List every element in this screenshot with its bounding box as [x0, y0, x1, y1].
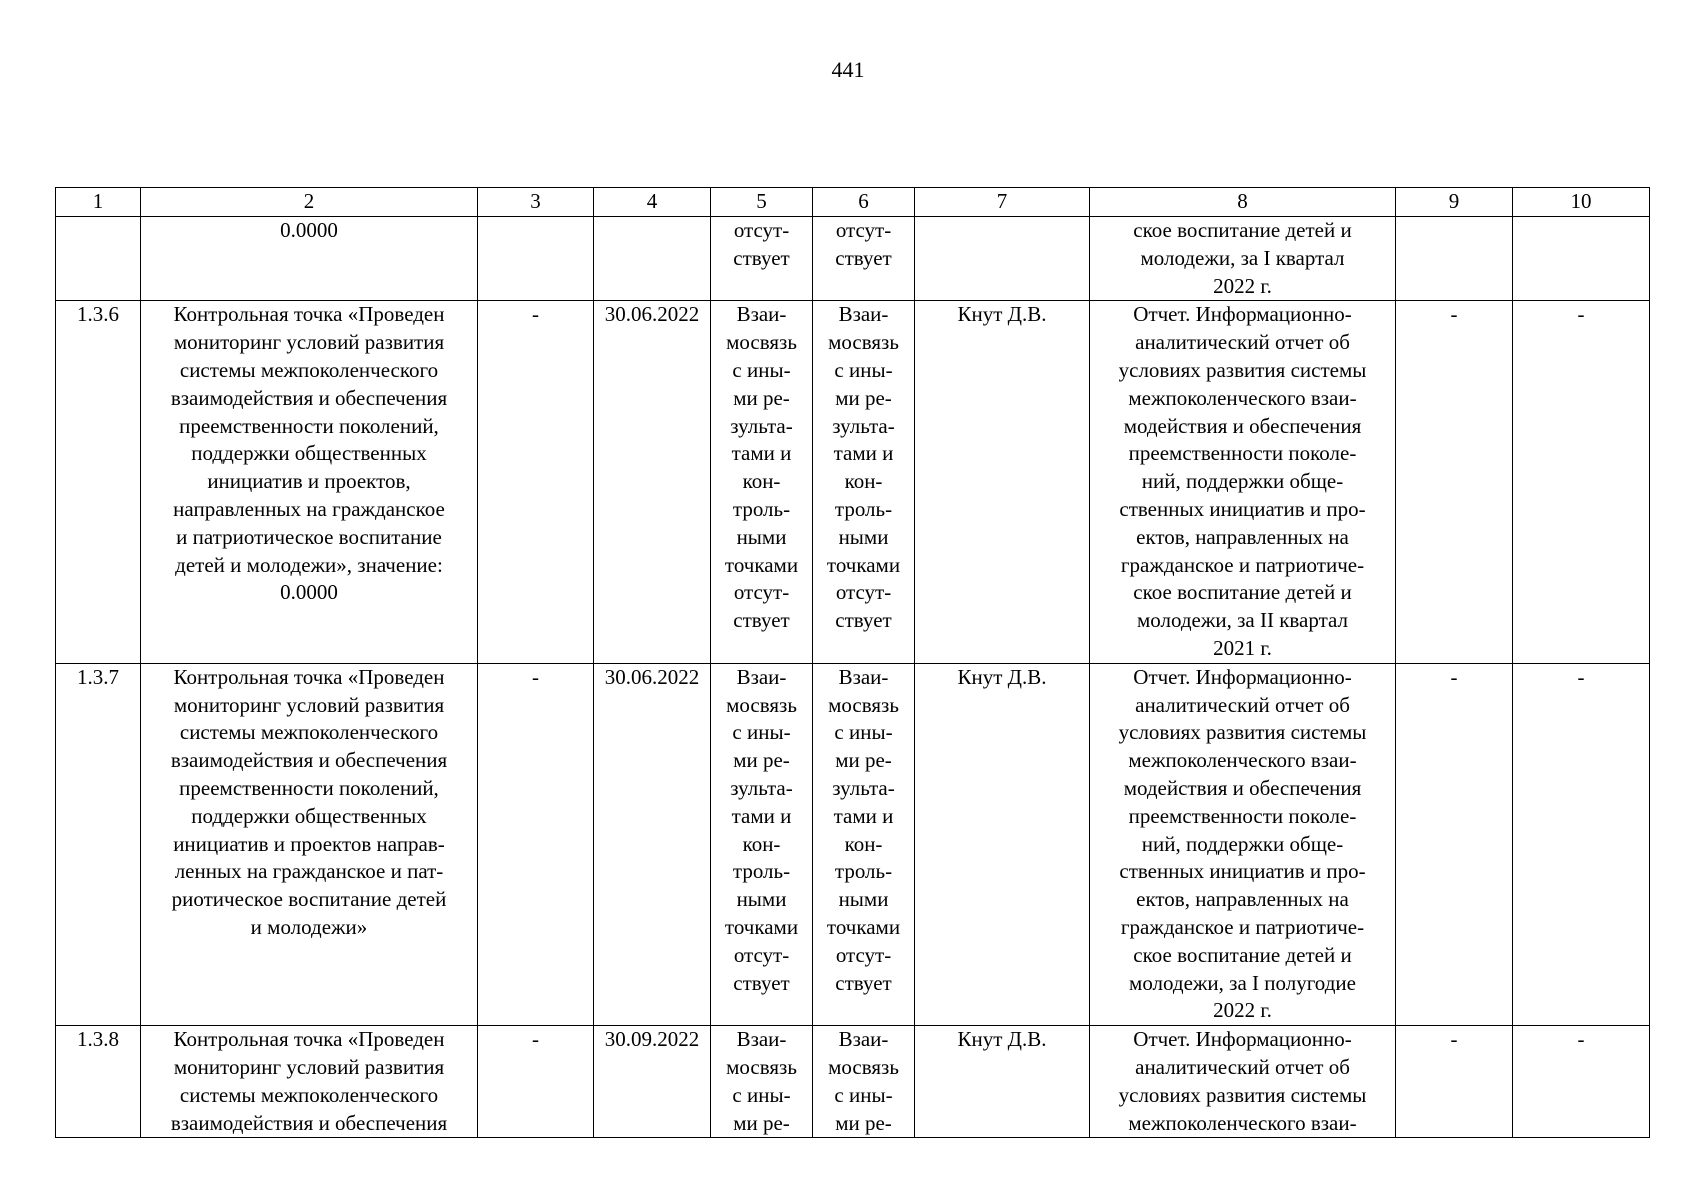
cell-text-line: отсут- — [835, 580, 892, 605]
cell-text-line: троль- — [732, 496, 791, 521]
cell-text-line: риотическое воспитание детей — [171, 887, 447, 912]
column-header: 3 — [478, 188, 594, 217]
cell-text-line: преемственности поколений, — [179, 413, 439, 438]
cell-text-line: системы межпоколенческого — [179, 720, 439, 745]
cell-text-line: троль- — [834, 859, 893, 884]
cell-text-line: и патриотическое воспитание — [176, 524, 442, 549]
cell-text-line: молодежи, за I полугодие — [1129, 970, 1356, 995]
cell-text-line: зульта- — [832, 775, 895, 800]
cell-text-line: точками — [724, 914, 799, 939]
responsible-cell — [915, 217, 1090, 301]
cell-text-line: ствует — [733, 245, 790, 270]
column-3-cell: - — [478, 301, 594, 663]
cell-text-line: молодежи, за I квартал — [1140, 245, 1345, 270]
cell-text-line: Взаи- — [838, 1027, 889, 1052]
cell-text-line: Взаи- — [736, 664, 787, 689]
cell-text-line: 0.0000 — [280, 580, 338, 605]
cell-text-line: аналитический отчет об — [1135, 1054, 1350, 1079]
column-header: 10 — [1513, 188, 1650, 217]
cell-text-line: ственных инициатив и про- — [1119, 496, 1366, 521]
cell-text-line: с ины- — [834, 1082, 893, 1107]
cell-text-line: ленных на гражданское и пат- — [174, 859, 444, 884]
row-number-cell: 1.3.7 — [56, 663, 141, 1025]
cell-text-line: Контрольная точка «Проведен — [173, 1027, 445, 1052]
cell-text-line: с ины- — [732, 357, 791, 382]
column-header: 8 — [1090, 188, 1396, 217]
date-cell — [594, 217, 711, 301]
cell-text-line: условиях развития системы — [1118, 720, 1367, 745]
cell-text-line: тами и — [731, 441, 792, 466]
cell-text-line: модействия и обеспечения — [1123, 413, 1362, 438]
column-header: 9 — [1396, 188, 1513, 217]
cell-text-line: системы межпоколенческого — [179, 357, 439, 382]
page-number: 441 — [831, 57, 865, 82]
cell-text-line: 2022 г. — [1213, 998, 1272, 1023]
cell-text-line: мониторинг условий развития — [173, 1054, 445, 1079]
relation-cell — [813, 301, 915, 663]
cell-text-line: Отчет. Информационно- — [1133, 664, 1352, 689]
relation-cell — [711, 1026, 813, 1138]
cell-text-line: 2022 г. — [1213, 273, 1272, 298]
cell-text-line: взаимодействия и обеспечения — [170, 1110, 448, 1135]
column-3-cell: - — [478, 1026, 594, 1138]
cell-text-line: ствует — [733, 970, 790, 995]
date-cell: 30.06.2022 — [594, 301, 711, 663]
column-header: 6 — [813, 188, 915, 217]
cell-text-line: гражданское и патриотиче- — [1120, 552, 1365, 577]
cell-text-line: отсут- — [733, 942, 790, 967]
responsible-cell: Кнут Д.В. — [915, 1026, 1090, 1138]
cell-text-line: преемственности поколе- — [1128, 441, 1357, 466]
cell-text-line: условиях развития системы — [1118, 357, 1367, 382]
cell-text-line: с ины- — [732, 720, 791, 745]
cell-text-line: ний, поддержки обще- — [1141, 831, 1344, 856]
cell-text-line: Взаи- — [838, 664, 889, 689]
table-row — [56, 663, 1650, 1025]
cell-text-line: мосвязь — [726, 692, 797, 717]
cell-text-line: взаимодействия и обеспечения — [170, 385, 448, 410]
date-cell: 30.06.2022 — [594, 663, 711, 1025]
column-header: 5 — [711, 188, 813, 217]
column-header: 1 — [56, 188, 141, 217]
cell-text-line: ское воспитание детей и — [1133, 942, 1352, 967]
report-cell — [1090, 217, 1396, 301]
cell-text-line: взаимодействия и обеспечения — [170, 748, 448, 773]
cell-text-line: и молодежи» — [250, 914, 368, 939]
relation-cell — [711, 301, 813, 663]
cell-text-line: кон- — [844, 469, 883, 494]
cell-text-line: ское воспитание детей и — [1133, 580, 1352, 605]
report-cell — [1090, 301, 1396, 663]
table-row — [56, 301, 1650, 663]
document-table — [55, 187, 1650, 1138]
cell-text-line: ми ре- — [733, 748, 790, 773]
cell-text-line: Взаи- — [736, 1027, 787, 1052]
row-number-cell: 1.3.6 — [56, 301, 141, 663]
cell-text-line: зульта- — [730, 775, 793, 800]
cell-text-line: направленных на гражданское — [173, 496, 445, 521]
cell-text-line: ными — [838, 887, 889, 912]
column-header: 4 — [594, 188, 711, 217]
cell-text-line: кон- — [742, 831, 781, 856]
relation-cell — [813, 663, 915, 1025]
cell-text-line: гражданское и патриотиче- — [1120, 914, 1365, 939]
cell-text-line: ми ре- — [835, 385, 892, 410]
cell-text-line: системы межпоколенческого — [179, 1082, 439, 1107]
cell-text-line: с ины- — [732, 1082, 791, 1107]
cell-text-line: Взаи- — [736, 302, 787, 327]
column-3-cell — [478, 217, 594, 301]
cell-text-line: тами и — [731, 803, 792, 828]
cell-text-line: Отчет. Информационно- — [1133, 1027, 1352, 1052]
cell-text-line: молодежи, за II квартал — [1136, 608, 1349, 633]
cell-text-line: ми ре- — [835, 1110, 892, 1135]
cell-text-line: ствует — [835, 970, 892, 995]
cell-text-line: мониторинг условий развития — [173, 330, 445, 355]
cell-text-line: Контрольная точка «Проведен — [173, 664, 445, 689]
report-cell — [1090, 663, 1396, 1025]
cell-text-line: кон- — [844, 831, 883, 856]
cell-text-line: ствует — [733, 608, 790, 633]
cell-text-line: Взаи- — [838, 302, 889, 327]
cell-text-line: отсут- — [835, 218, 892, 242]
column-9-cell: - — [1396, 663, 1513, 1025]
column-9-cell — [1396, 217, 1513, 301]
column-header: 2 — [141, 188, 478, 217]
column-number-row — [56, 188, 1650, 217]
cell-text-line: ствует — [835, 608, 892, 633]
column-9-cell: - — [1396, 301, 1513, 663]
cell-text-line: инициатив и проектов направ- — [173, 831, 445, 856]
cell-text-line: с ины- — [834, 720, 893, 745]
column-9-cell: - — [1396, 1026, 1513, 1138]
cell-text-line: 0.0000 — [280, 218, 338, 242]
row-number-cell: 1.3.8 — [56, 1026, 141, 1138]
relation-cell — [711, 663, 813, 1025]
responsible-cell: Кнут Д.В. — [915, 301, 1090, 663]
cell-text-line: ными — [838, 524, 889, 549]
cell-text-line: межпоколенческого взаи- — [1128, 748, 1357, 773]
cell-text-line: поддержки общественных — [191, 441, 427, 466]
cell-text-line: Отчет. Информационно- — [1133, 302, 1352, 327]
cell-text-line: мосвязь — [726, 330, 797, 355]
cell-text-line: детей и молодежи», значение: — [175, 552, 443, 577]
cell-text-line: ми ре- — [733, 385, 790, 410]
cell-text-line: ными — [736, 887, 787, 912]
cell-text-line: аналитический отчет об — [1135, 692, 1350, 717]
cell-text-line: ными — [736, 524, 787, 549]
cell-text-line: межпоколенческого взаи- — [1128, 385, 1357, 410]
cell-text-line: модействия и обеспечения — [1123, 775, 1362, 800]
cell-text-line: мосвязь — [828, 330, 899, 355]
description-cell — [141, 217, 478, 301]
cell-text-line: кон- — [742, 469, 781, 494]
cell-text-line: мониторинг условий развития — [173, 692, 445, 717]
column-10-cell: - — [1513, 1026, 1650, 1138]
relation-cell — [711, 217, 813, 301]
cell-text-line: ственных инициатив и про- — [1119, 859, 1366, 884]
cell-text-line: отсут- — [733, 218, 790, 242]
cell-text-line: отсут- — [835, 942, 892, 967]
cell-text-line: мосвязь — [828, 1054, 899, 1079]
date-cell: 30.09.2022 — [594, 1026, 711, 1138]
cell-text-line: ектов, направленных на — [1136, 524, 1349, 549]
responsible-cell: Кнут Д.В. — [915, 663, 1090, 1025]
cell-text-line: ствует — [835, 245, 892, 270]
relation-cell — [813, 1026, 915, 1138]
cell-text-line: ний, поддержки обще- — [1141, 469, 1344, 494]
cell-text-line: условиях развития системы — [1118, 1082, 1367, 1107]
cell-text-line: 2021 г. — [1213, 635, 1272, 660]
description-cell — [141, 663, 478, 1025]
table-row — [56, 1026, 1650, 1138]
cell-text-line: с ины- — [834, 357, 893, 382]
column-10-cell: - — [1513, 301, 1650, 663]
cell-text-line: преемственности поколений, — [179, 775, 439, 800]
cell-text-line: преемственности поколе- — [1128, 803, 1357, 828]
cell-text-line: троль- — [834, 496, 893, 521]
row-number-cell — [56, 217, 141, 301]
column-10-cell — [1513, 217, 1650, 301]
column-10-cell: - — [1513, 663, 1650, 1025]
report-cell — [1090, 1026, 1396, 1138]
cell-text-line: точками — [826, 552, 901, 577]
column-3-cell: - — [478, 663, 594, 1025]
cell-text-line: ми ре- — [835, 748, 892, 773]
cell-text-line: тами и — [833, 803, 894, 828]
cell-text-line: отсут- — [733, 580, 790, 605]
cell-text-line: ектов, направленных на — [1136, 887, 1349, 912]
cell-text-line: инициатив и проектов, — [207, 469, 411, 494]
cell-text-line: мосвязь — [726, 1054, 797, 1079]
description-cell — [141, 1026, 478, 1138]
relation-cell — [813, 217, 915, 301]
cell-text-line: зульта- — [832, 413, 895, 438]
cell-text-line: зульта- — [730, 413, 793, 438]
cell-text-line: межпоколенческого взаи- — [1128, 1110, 1357, 1135]
cell-text-line: ское воспитание детей и — [1133, 218, 1352, 242]
description-cell — [141, 301, 478, 663]
cell-text-line: тами и — [833, 441, 894, 466]
cell-text-line: поддержки общественных — [191, 803, 427, 828]
table-row — [56, 217, 1650, 301]
table-body — [56, 217, 1650, 1138]
cell-text-line: точками — [724, 552, 799, 577]
cell-text-line: ми ре- — [733, 1110, 790, 1135]
cell-text-line: троль- — [732, 859, 791, 884]
cell-text-line: мосвязь — [828, 692, 899, 717]
cell-text-line: точками — [826, 914, 901, 939]
cell-text-line: Контрольная точка «Проведен — [173, 302, 445, 327]
cell-text-line: аналитический отчет об — [1135, 330, 1350, 355]
column-header: 7 — [915, 188, 1090, 217]
